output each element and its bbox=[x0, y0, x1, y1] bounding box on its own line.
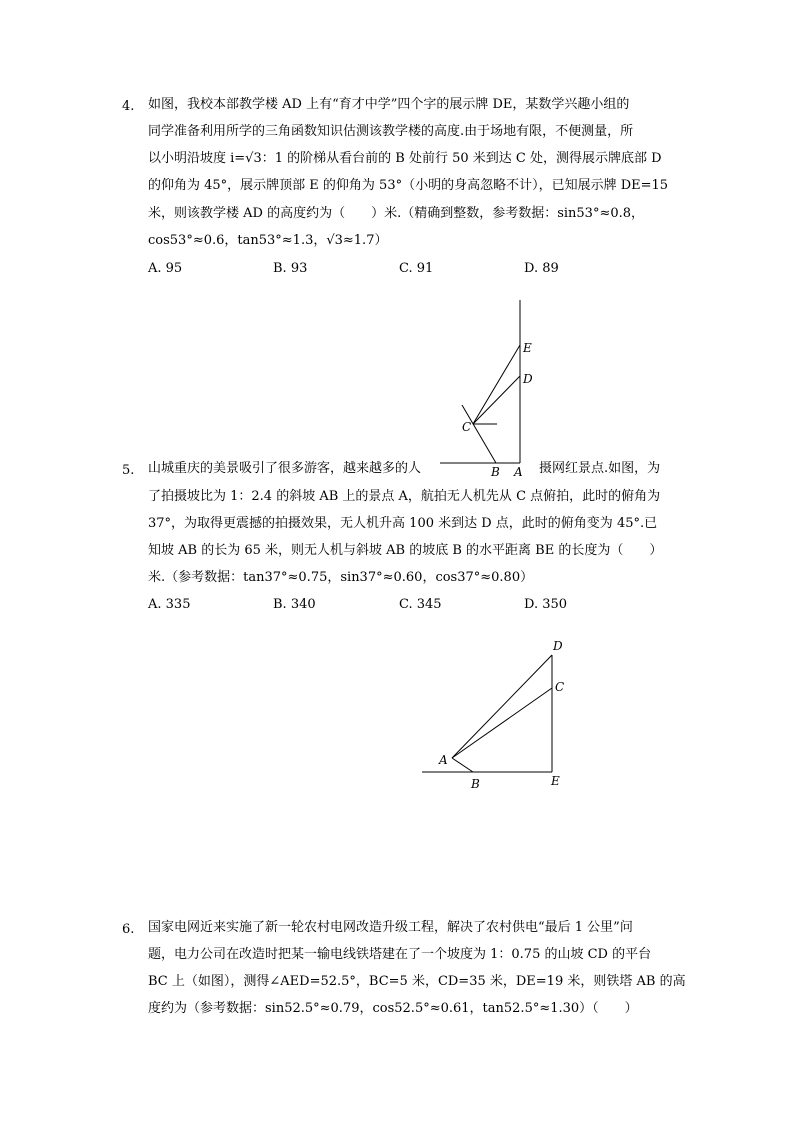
sight-line-ac bbox=[452, 688, 552, 758]
question-text-line: 山城重庆的美景吸引了很多游客，越来越多的人 bbox=[148, 461, 422, 476]
question-text-line: BC 上（如图），测得∠AED=52.5°，BC=5 米，CD=35 米，DE=19 米，则铁塔 AB 的高 bbox=[148, 974, 686, 989]
question-number: 5. bbox=[122, 463, 135, 478]
question-number: 6. bbox=[122, 922, 135, 937]
point-label-b: B bbox=[471, 777, 480, 791]
slope-line-ab bbox=[452, 758, 473, 772]
point-label-e: E bbox=[523, 341, 532, 355]
question-text-line: 了拍摄坡比为 1：2.4 的斜坡 AB 上的景点 A，航拍无人机先从 C 点俯拍，此时的俯角为 bbox=[148, 489, 661, 504]
question-text-line: 如图，我校本部教学楼 AD 上有“育才中学”四个字的展示牌 DE，某数学兴趣小组的 bbox=[148, 97, 630, 112]
question-text-line: 的仰角为 45°，展示牌顶部 E 的仰角为 53°（小明的身高忽略不计），已知展示牌 DE=15 bbox=[148, 178, 669, 193]
option-d[interactable]: D. 89 bbox=[524, 261, 559, 276]
question-text-line: cos53°≈0.6，tan53°≈1.3，√3≈1.7） bbox=[148, 233, 388, 248]
question-text-line: 国家电网近来实施了新一轮农村电网改造升级工程，解决了农村供电“最后 1 公里”问 bbox=[148, 920, 633, 935]
sight-line-ce bbox=[473, 345, 520, 424]
question-text-line: 同学准备利用所学的三角函数知识估测该教学楼的高度.由于场地有限，不便测量，所 bbox=[148, 124, 634, 139]
point-label-d: D bbox=[553, 639, 563, 653]
question-text-line: 37°，为取得更震撼的拍摄效果，无人机升高 100 米到达 D 点，此时的俯角变为 45°.已 bbox=[148, 516, 658, 531]
question-text-line: 以小明沿坡度 i=√3：1 的阶梯从看台前的 B 处前行 50 米到达 C 处，测得展示牌底部 D bbox=[148, 151, 662, 166]
question-text-line: 知坡 AB 的长为 65 米，则无人机与斜坡 AB 的坡底 B 的水平距离 BE 的长度为（ ） bbox=[148, 543, 663, 558]
option-b[interactable]: B. 340 bbox=[273, 597, 316, 612]
sight-line-cd bbox=[473, 376, 520, 424]
figure-q4 bbox=[440, 300, 520, 463]
question-text-line: 米，则该教学楼 AD 的高度约为（ ）米.（精确到整数，参考数据：sin53°≈0.8， bbox=[148, 206, 645, 221]
option-c[interactable]: C. 91 bbox=[399, 261, 434, 276]
point-label-c: C bbox=[462, 420, 472, 434]
option-b[interactable]: B. 93 bbox=[273, 261, 308, 276]
point-label-e: E bbox=[551, 774, 560, 788]
point-label-a: A bbox=[514, 465, 523, 479]
figure-q4-labels bbox=[462, 341, 533, 479]
point-label-a: A bbox=[439, 753, 448, 767]
point-label-d: D bbox=[523, 372, 533, 386]
question-text-line: 摄网红景点.如图，为 bbox=[539, 461, 661, 476]
point-label-c: C bbox=[555, 680, 565, 694]
question-text-line: 题，电力公司在改造时把某一输电线铁塔建在了一个坡度为 1：0.75 的山坡 CD 的平台 bbox=[148, 947, 652, 962]
question-number: 4. bbox=[122, 99, 135, 114]
option-a[interactable]: A. 335 bbox=[148, 597, 191, 612]
question-text-line: 度约为（参考数据：sin52.5°≈0.79，cos52.5°≈0.61，tan52.5°≈1.30）（ ） bbox=[148, 1001, 638, 1016]
option-a[interactable]: A. 95 bbox=[148, 261, 183, 276]
question-text-line: 米.（参考数据：tan37°≈0.75，sin37°≈0.60，cos37°≈0.80） bbox=[148, 570, 534, 585]
point-label-b: B bbox=[491, 465, 500, 479]
option-d[interactable]: D. 350 bbox=[524, 597, 568, 612]
option-c[interactable]: C. 345 bbox=[399, 597, 442, 612]
sight-line-ad bbox=[452, 655, 552, 758]
